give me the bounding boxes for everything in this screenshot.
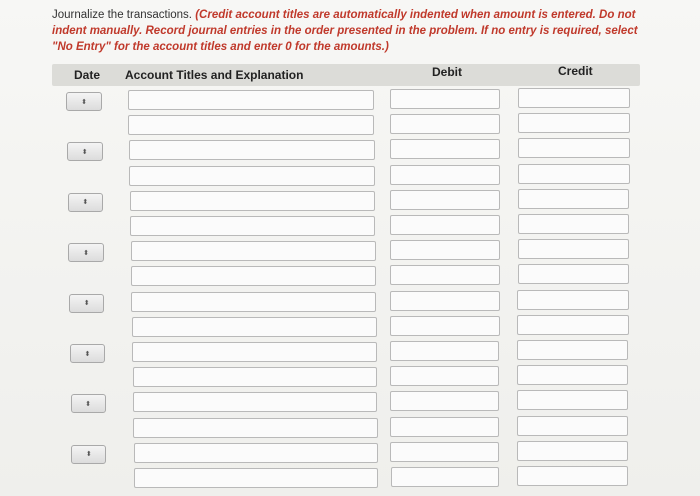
account-title-input[interactable] — [132, 317, 377, 337]
date-select[interactable]: ⬍ — [71, 445, 106, 464]
account-title-input[interactable] — [133, 392, 377, 412]
debit-input[interactable] — [391, 467, 500, 487]
account-title-input[interactable] — [134, 468, 378, 488]
credit-input[interactable] — [517, 466, 628, 486]
credit-input[interactable] — [518, 138, 630, 158]
credit-input[interactable] — [517, 315, 628, 335]
account-title-input[interactable] — [129, 166, 375, 186]
account-title-input[interactable] — [131, 266, 376, 286]
account-title-input[interactable] — [129, 140, 375, 160]
account-title-input[interactable] — [128, 90, 374, 110]
account-title-input[interactable] — [132, 342, 377, 362]
debit-input[interactable] — [390, 165, 500, 185]
credit-input[interactable] — [517, 340, 628, 360]
date-select[interactable]: ⬍ — [71, 394, 106, 413]
date-select[interactable]: ⬍ — [66, 92, 102, 111]
instructions — [52, 7, 652, 55]
debit-input[interactable] — [390, 391, 499, 411]
header-account-titles: Account Titles and Explanation — [125, 68, 304, 82]
date-select[interactable]: ⬍ — [68, 243, 103, 262]
debit-input[interactable] — [390, 417, 499, 437]
credit-input[interactable] — [518, 264, 629, 284]
account-title-input[interactable] — [133, 418, 377, 438]
debit-input[interactable] — [390, 190, 500, 210]
instructions-warning: (Credit account titles are automatically indented when amount is entered. Do not indent manually. Record journal entries in the order presented in the problem. If no entry is required, select "No Entry" for the account titles and enter 0 for the amounts.) — [52, 9, 638, 53]
credit-input[interactable] — [518, 239, 629, 259]
debit-input[interactable] — [390, 341, 499, 361]
debit-input[interactable] — [390, 366, 499, 386]
account-title-input[interactable] — [131, 241, 376, 261]
date-select[interactable]: ⬍ — [67, 142, 103, 161]
debit-input[interactable] — [390, 139, 500, 159]
credit-input[interactable] — [518, 88, 630, 108]
account-title-input[interactable] — [130, 216, 375, 236]
account-title-input[interactable] — [128, 115, 374, 135]
credit-input[interactable] — [517, 290, 628, 310]
credit-input[interactable] — [518, 164, 630, 184]
instructions-lead: Journalize the transactions. — [52, 9, 192, 21]
credit-input[interactable] — [518, 113, 630, 133]
debit-input[interactable] — [390, 442, 499, 462]
credit-input[interactable] — [517, 365, 628, 385]
table-header — [52, 64, 640, 86]
debit-input[interactable] — [390, 316, 499, 336]
debit-input[interactable] — [390, 265, 499, 285]
account-title-input[interactable] — [130, 191, 375, 211]
debit-input[interactable] — [390, 240, 499, 260]
header-date: Date — [74, 68, 101, 82]
debit-input[interactable] — [390, 114, 500, 134]
account-title-input[interactable] — [133, 367, 377, 387]
credit-input[interactable] — [517, 441, 628, 461]
header-debit: Debit — [432, 65, 462, 79]
debit-input[interactable] — [390, 291, 499, 311]
credit-input[interactable] — [518, 189, 630, 209]
credit-input[interactable] — [518, 214, 630, 234]
account-title-input[interactable] — [134, 443, 378, 463]
date-select[interactable]: ⬍ — [68, 193, 104, 212]
credit-input[interactable] — [517, 390, 628, 410]
debit-input[interactable] — [390, 215, 500, 235]
account-title-input[interactable] — [131, 292, 376, 312]
credit-input[interactable] — [517, 416, 628, 436]
date-select[interactable]: ⬍ — [70, 344, 105, 363]
debit-input[interactable] — [390, 89, 500, 109]
date-select[interactable]: ⬍ — [69, 294, 104, 313]
header-credit: Credit — [558, 64, 593, 78]
